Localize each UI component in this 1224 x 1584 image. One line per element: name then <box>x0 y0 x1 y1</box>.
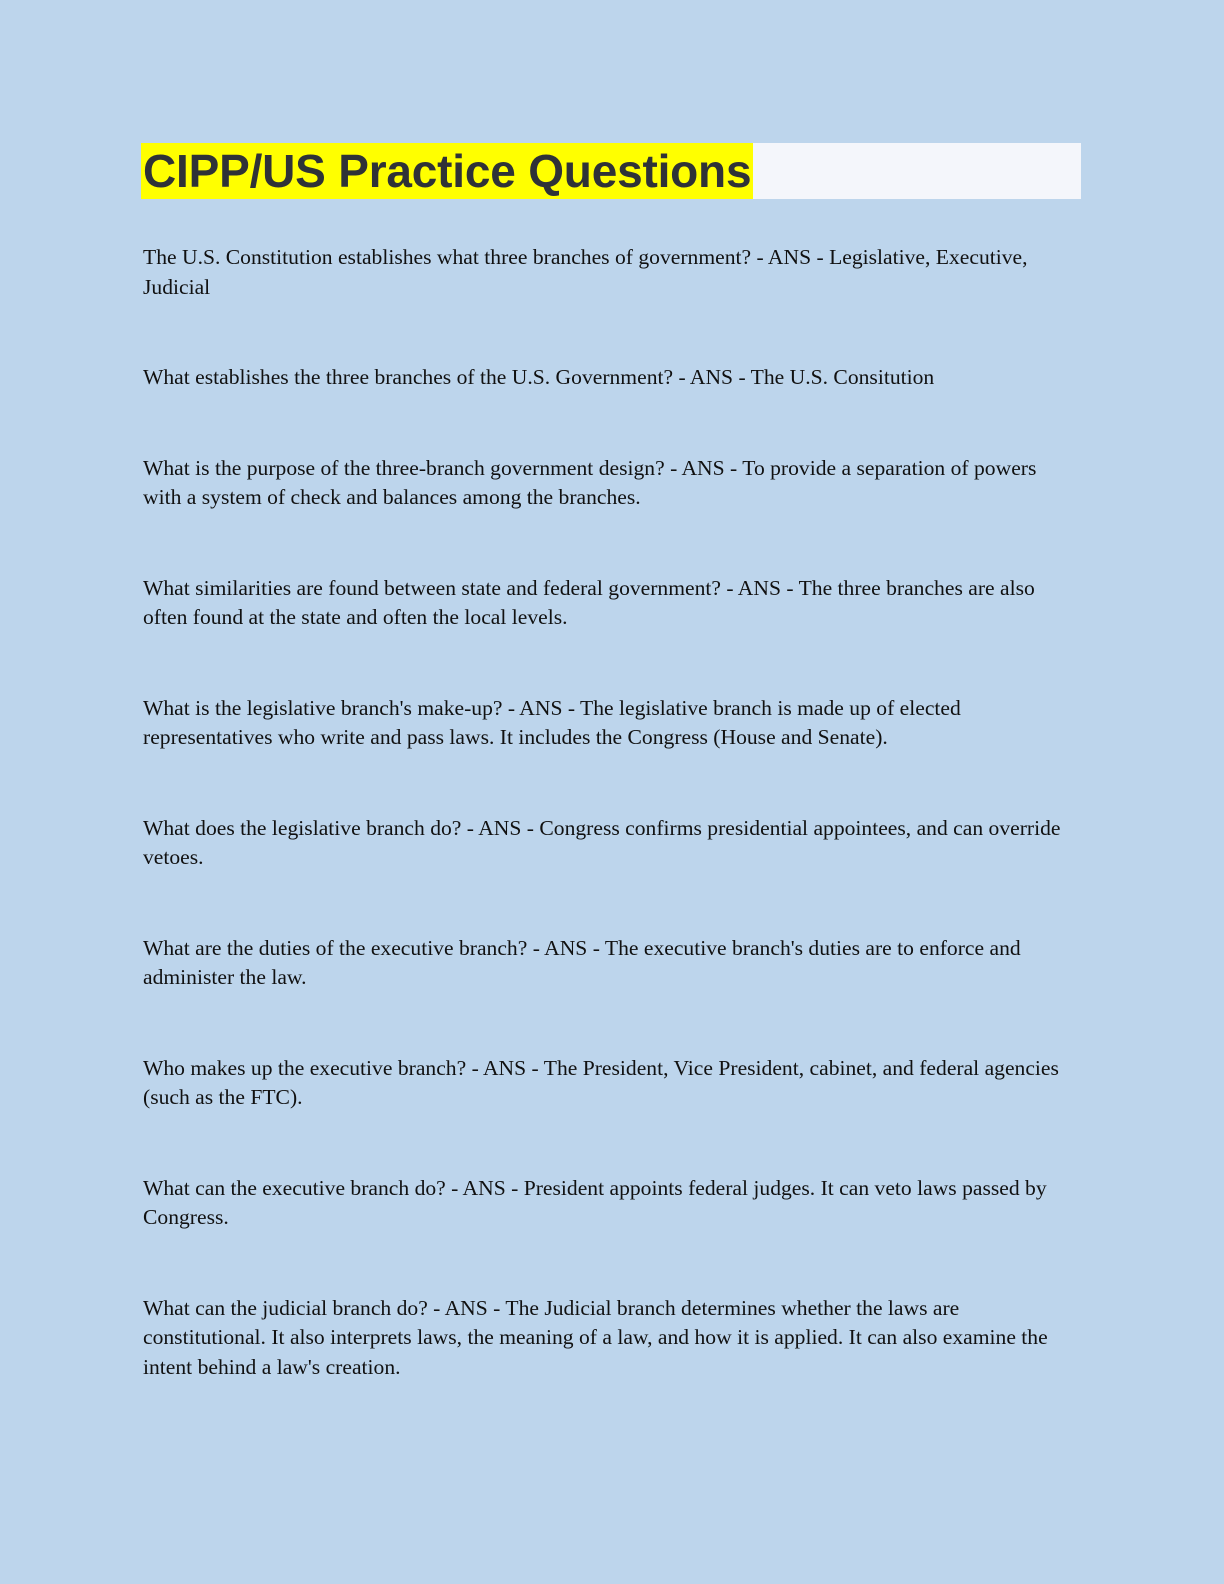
title-bar <box>141 143 1081 199</box>
question-answer-item: What establishes the three branches of the U.S. Government? - ANS - The U.S. Consitution <box>143 365 935 389</box>
question-answer-item: What are the duties of the executive branch? - ANS - The executive branch's duties are to enforce and administer the law. <box>143 935 1021 989</box>
question-answer-item: The U.S. Constitution establishes what three branches of government? - ANS - Legislative, Executive, Judicial <box>143 245 1028 299</box>
question-answer-item: What is the legislative branch's make-up? - ANS - The legislative branch is made up of elected representatives who write and pass laws. It includes the Congress (House and Senate). <box>143 695 961 749</box>
question-answer-item: What can the executive branch do? - ANS - President appoints federal judges. It can veto laws passed by Congress. <box>143 1175 1047 1229</box>
question-answer-item: What is the purpose of the three-branch government design? - ANS - To provide a separation of powers with a system of check and balances among the branches. <box>143 455 1037 509</box>
page-title: CIPP/US Practice Questions <box>143 145 752 197</box>
question-answer-item: What does the legislative branch do? - ANS - Congress confirms presidential appointees, and can override vetoes. <box>143 815 1061 869</box>
document-page <box>143 143 1083 1443</box>
question-answer-item: What can the judicial branch do? - ANS - The Judicial branch determines whether the laws are constitutional. It also interprets laws, the meaning of a law, and how it is applied. It can also examine the intent behind a law's creation. <box>143 1295 1048 1379</box>
question-list <box>143 243 1083 1382</box>
question-answer-item: Who makes up the executive branch? - ANS - The President, Vice President, cabinet, and federal agencies (such as the FTC). <box>143 1055 1059 1109</box>
question-answer-item: What similarities are found between state and federal government? - ANS - The three branches are also often found at the state and often the local levels. <box>143 575 1035 629</box>
